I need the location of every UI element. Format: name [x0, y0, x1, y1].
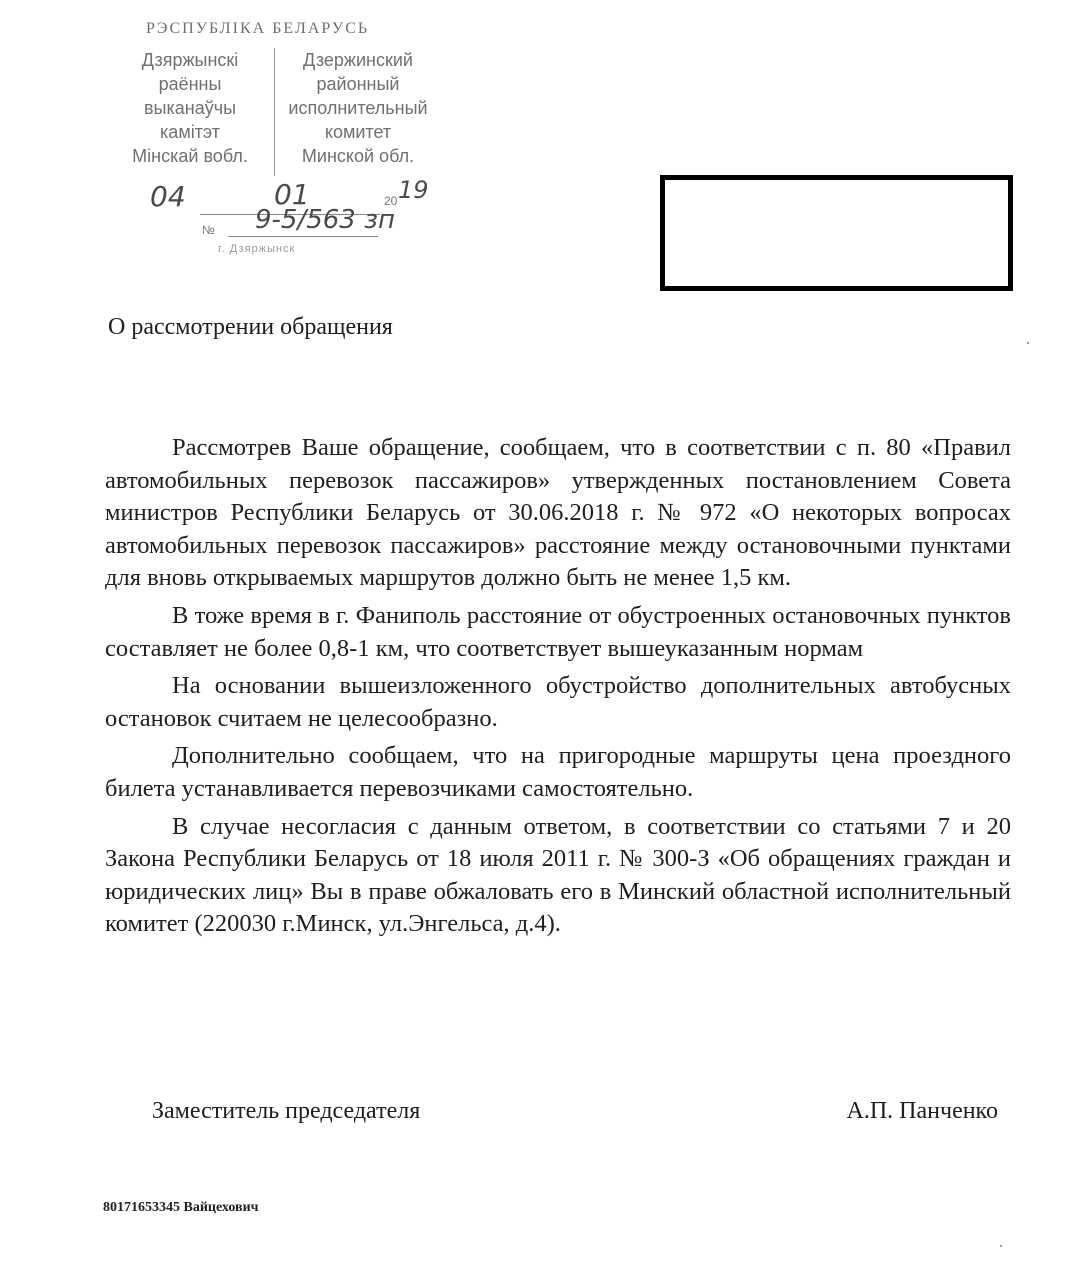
body-paragraph: В тоже время в г. Фаниполь расстояние от обустроенных остановочных пунктов составляет не более 0,8-1 км, что соответствует вышеуказанным нормам [105, 601, 1011, 662]
stamp-line: камітэт [160, 122, 220, 142]
stamp-divider [274, 48, 275, 176]
signer-name: А.П. Панченко [846, 1098, 998, 1124]
scan-speck [1027, 342, 1029, 344]
stamp-country: РЭСПУБЛІКА БЕЛАРУСЬ [146, 20, 370, 37]
registration-stamp [110, 18, 440, 255]
executor-contact: 80171653345 Вайцехович [103, 1200, 259, 1215]
handwritten-month: 01 [274, 178, 310, 211]
stamp-line: Минской обл. [301, 146, 415, 166]
stamp-line: комитет [324, 122, 392, 142]
body-paragraph: Дополнительно сообщаем, что на пригородные маршруты цена проездного билета устанавливается перевозчиками самостоятельно. [105, 742, 1011, 802]
stamp-line: Дзержинский [303, 50, 413, 70]
redacted-addressee-box [660, 175, 1013, 291]
body-paragraph: Рассмотрев Ваше обращение, сообщаем, что в соответствии с п. 80 «Правил автомобильных перевозок пассажиров» утвержденных постановлением Совета министров Республики Беларусь от 30.06.2018 г. № 972 «О некоторых вопросах автомобильных перевозок пассажиров» расстояние между остановочными пунктами для вновь открываемых маршрутов должно быть не менее 1,5 км. [105, 434, 1011, 592]
stamp-belarusian-column [110, 48, 270, 168]
handwritten-year: 19 [398, 176, 429, 204]
stamp-city: г. Дзяржынск [218, 243, 296, 255]
stamp-line: раённы [158, 74, 222, 94]
scan-speck [1000, 1245, 1002, 1247]
letter-body [105, 432, 1011, 946]
handwritten-day: 04 [150, 180, 186, 213]
stamp-line: Мінскай вобл. [132, 146, 248, 166]
stamp-number-label: № [202, 223, 215, 237]
body-paragraph: На основании вышеизложенного обустройство дополнительных автобусных остановок считаем не целесообразно. [105, 672, 1011, 732]
stamp-line: Дзяржынскі [141, 50, 239, 70]
stamp-russian-column [278, 48, 438, 168]
handwritten-number: 9-5/563 зп [255, 205, 395, 235]
stamp-year-prefix: 20 [384, 194, 398, 208]
stamp-line: районный [316, 74, 400, 94]
signer-title: Заместитель председателя [152, 1098, 421, 1124]
stamp-line: исполнительный [288, 98, 428, 118]
stamp-line: выканаўчы [143, 98, 237, 118]
letter-subject: О рассмотрении обращения [108, 314, 393, 340]
number-underline [228, 236, 378, 237]
date-underline [200, 214, 260, 215]
body-paragraph: В случае несогласия с данным ответом, в соответствии со статьями 7 и 20 Закона Республики Беларусь от 18 июля 2011 г. № 300-З «Об обращениях граждан и юридических лиц» Вы в праве обжаловать его в Минский областной исполнительный комитет (220030 г.Минск, ул.Энгельса, д.4). [105, 812, 1011, 938]
